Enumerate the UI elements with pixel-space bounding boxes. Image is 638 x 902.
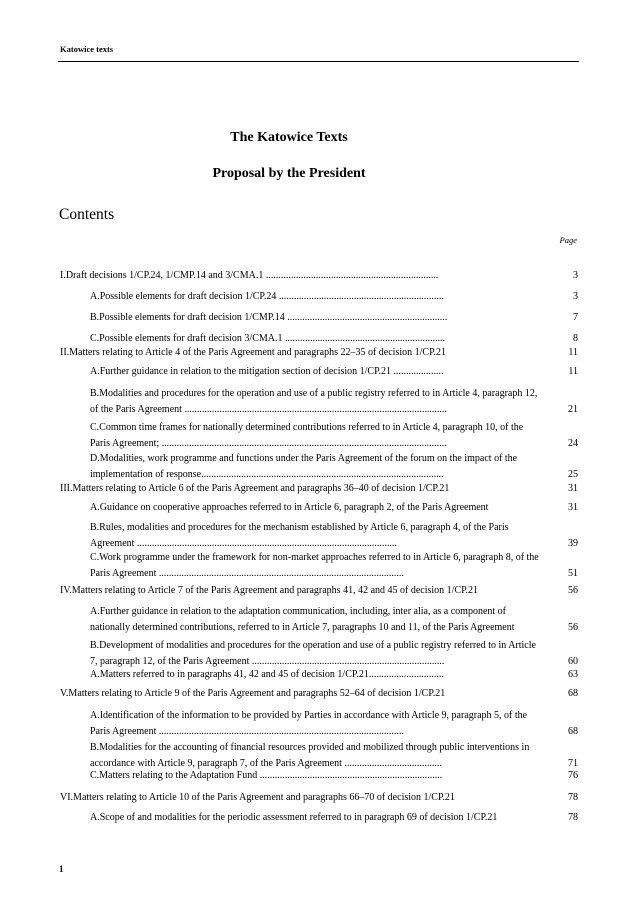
toc-entry-page: 68 [568, 726, 578, 737]
toc-entry-page: 78 [568, 792, 578, 803]
toc-entry-text: B.Modalities for the accounting of financial resources provided and mobilized through public interventions in accordance with Article 9, paragraph 7, of the Paris Agreement ....................................... [90, 742, 530, 769]
toc-entry-text: A.Scope of and modalities for the periodic assessment referred to in paragraph 69 of decision 1/CP.21 [90, 812, 498, 823]
toc-entry-text: A.Matters referred to in paragraphs 41, 42 and 45 of decision 1/CP.21.............................. [90, 669, 444, 680]
toc-entry-page: 63 [568, 669, 578, 680]
toc-entry-text: C.Work programme under the framework for non-market approaches referred to in Article 6, paragraph 8, of the Paris Agreement .................................................................................................. [90, 552, 539, 579]
toc-entry[interactable] [90, 451, 578, 483]
toc-entry-text: D.Modalities, work programme and functions under the Paris Agreement of the forum on the impact of the implementation of response................................................................................................. [90, 453, 518, 480]
toc-entry[interactable] [90, 550, 578, 582]
toc-entry-text: A.Possible elements for draft decision 1/CP.24 .................................................................. [90, 291, 444, 302]
document-subtitle: Proposal by the President [212, 166, 366, 181]
toc-entry-page: 3 [573, 270, 578, 281]
toc-entry-text: C.Matters relating to the Adaptation Fund ......................................................................... [90, 770, 443, 781]
toc-entry[interactable] [90, 420, 578, 452]
toc-entry-text: B.Rules, modalities and procedures for the mechanism established by Article 6, paragraph 4, of the Paris Agreement ........................................................................................................ [90, 522, 509, 549]
toc-entry-section-iv[interactable] [60, 583, 578, 599]
toc-entry[interactable] [90, 310, 578, 326]
toc-entry-page: 68 [568, 688, 578, 699]
toc-entry-text: IV.Matters relating to Article 7 of the Paris Agreement and paragraphs 41, 42 and 45 of decision 1/CP.21 [60, 585, 479, 596]
toc-entry-page: 8 [573, 333, 578, 344]
toc-entry-page: 71 [568, 758, 578, 769]
toc-entry-page: 25 [568, 469, 578, 480]
toc-entry-text: III.Matters relating to Article 6 of the Paris Agreement and paragraphs 36–40 of decision 1/CP.21 [60, 483, 450, 494]
toc-entry-text: A.Guidance on cooperative approaches referred to in Article 6, paragraph 2, of the Paris Agreement [90, 502, 489, 513]
toc-entry[interactable] [90, 667, 578, 683]
toc-entry-page: 21 [568, 404, 578, 415]
toc-entry-section-ii[interactable] [60, 345, 578, 361]
toc-entry-page: 11 [568, 347, 578, 358]
toc-entry-text: C.Common time frames for nationally determined contributions referred to in Article 4, paragraph 10, of the Paris Agreement; .................................................................................................................. [90, 422, 524, 449]
toc-entry[interactable] [90, 500, 578, 516]
toc-entry-text: I.Draft decisions 1/CP.24, 1/CMP.14 and 3/CMA.1 ..................................................................... [60, 270, 439, 281]
toc-entry[interactable] [90, 386, 578, 418]
toc-entry[interactable] [90, 604, 578, 636]
toc-entry-page: 24 [568, 438, 578, 449]
toc-entry[interactable] [90, 364, 578, 380]
footer-page-number: 1 [59, 864, 64, 874]
toc-entry-page: 3 [573, 291, 578, 302]
toc-entry-text: V.Matters relating to Article 9 of the Paris Agreement and paragraphs 52–64 of decision 1/CP.21 [60, 688, 446, 699]
toc-entry-section-v[interactable] [60, 686, 578, 702]
toc-entry[interactable] [90, 638, 578, 670]
toc-entry-page: 56 [568, 622, 578, 633]
toc-entry-section-i[interactable] [60, 268, 578, 284]
toc-entry-section-vi[interactable] [60, 790, 578, 806]
toc-entry-text: C.Possible elements for draft decision 3/CMA.1 ................................................................ [90, 333, 445, 344]
toc-entry[interactable] [90, 768, 578, 784]
toc-entry-text: B.Possible elements for draft decision 1/CMP.14 ................................................................ [90, 312, 448, 323]
contents-heading: Contents [59, 206, 115, 223]
toc-entry[interactable] [90, 289, 578, 305]
toc-entry[interactable] [90, 708, 578, 740]
toc-entry-page: 60 [568, 656, 578, 667]
toc-entry-text: B.Development of modalities and procedures for the operation and use of a public registry referred to in Article 7, paragraph 12, of the Paris Agreement ............................................................................. [90, 640, 536, 667]
toc-entry-text: A.Further guidance in relation to the mitigation section of decision 1/CP.21 .................... [90, 366, 444, 377]
toc-entry-page: 31 [568, 502, 578, 513]
toc-entry-page: 31 [568, 483, 578, 494]
toc-entry[interactable] [90, 520, 578, 552]
document-title: The Katowice Texts [230, 130, 348, 145]
page-column-label: Page [559, 235, 577, 245]
toc-entry[interactable] [90, 810, 578, 826]
toc-entry-text: B.Modalities and procedures for the operation and use of a public registry referred to in Article 4, paragraph 12, of the Paris Agreement ......................................................................................................... [90, 388, 538, 415]
toc-entry-page: 56 [568, 585, 578, 596]
toc-entry-page: 11 [568, 366, 578, 377]
toc-entry-page: 51 [568, 568, 578, 579]
toc-entry-page: 78 [568, 812, 578, 823]
toc-entry-section-iii[interactable] [60, 481, 578, 497]
toc-entry-text: A.Further guidance in relation to the adaptation communication, including, inter alia, as a component of nationally determined contributions, referred to in Article 7, paragraphs 10 and 11, of the Paris Agreement [90, 606, 515, 633]
toc-entry-text: A.Identification of the information to be provided by Parties in accordance with Article 9, paragraph 5, of the Paris Agreement .................................................................................................. [90, 710, 528, 737]
running-header: Katowice texts [60, 44, 114, 54]
toc-entry-page: 7 [573, 312, 578, 323]
toc-entry-page: 39 [568, 538, 578, 549]
toc-entry-text: II.Matters relating to Article 4 of the Paris Agreement and paragraphs 22–35 of decision 1/CP.21 [60, 347, 447, 358]
toc-entry-page: 76 [568, 770, 578, 781]
toc-entry-text: VI.Matters relating to Article 10 of the Paris Agreement and paragraphs 66–70 of decision 1/CP.21 [60, 792, 455, 803]
